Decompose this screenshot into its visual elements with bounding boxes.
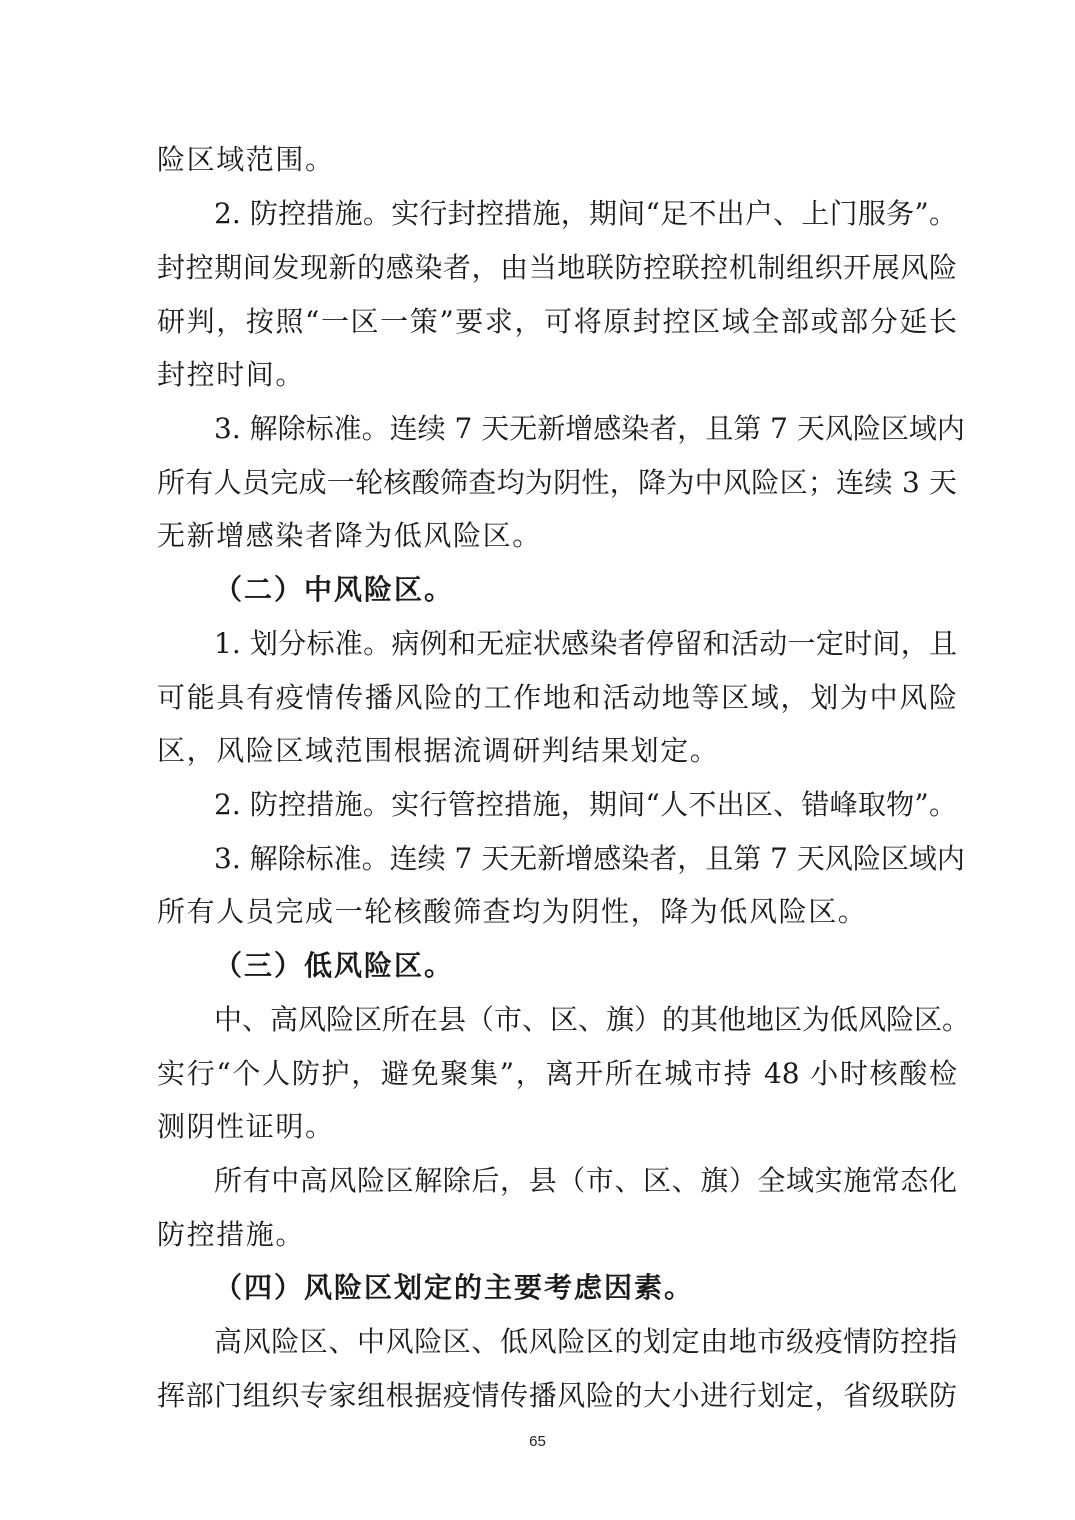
- paragraph-line: 3. 解除标准。连续 7 天无新增感染者，且第 7 天风险区域内: [214, 842, 965, 875]
- paragraph-line: 3. 解除标准。连续 7 天无新增感染者，且第 7 天风险区域内: [214, 412, 965, 445]
- paragraph-line: 2. 防控措施。实行封控措施，期间“足不出户、上门服务”。: [214, 197, 957, 230]
- paragraph-line: 险区域范围。: [157, 143, 335, 176]
- paragraph-line: 封控时间。: [157, 358, 306, 391]
- paragraph-line: 挥部门组织专家组根据疫情传播风险的大小进行划定，省级联防: [157, 1379, 957, 1412]
- paragraph-line: 所有中高风险区解除后，县（市、区、旗）全域实施常态化: [214, 1164, 957, 1197]
- paragraph-line: 高风险区、中风险区、低风险区的划定由地市级疫情防控指: [214, 1325, 957, 1358]
- paragraph-line: 实行“个人防护，避免聚集”，离开所在城市持 48 小时核酸检: [157, 1057, 957, 1090]
- paragraph-line: 2. 防控措施。实行管控措施，期间“人不出区、错峰取物”。: [214, 788, 957, 821]
- page-number: 65: [529, 1433, 546, 1450]
- paragraph-line: 封控期间发现新的感染者，由当地联防控联控机制组织开展风险: [157, 251, 957, 284]
- paragraph-line: 研判，按照“一区一策”要求，可将原封控区域全部或部分延长: [157, 305, 957, 338]
- paragraph-line: 1. 划分标准。病例和无症状感染者停留和活动一定时间，且: [214, 627, 957, 660]
- paragraph-line: 中、高风险区所在县（市、区、旗）的其他地区为低风险区。: [214, 1003, 971, 1036]
- paragraph-line: 所有人员完成一轮核酸筛查均为阴性，降为低风险区。: [157, 895, 868, 928]
- paragraph-line: 区，风险区域范围根据流调研判结果划定。: [157, 734, 720, 767]
- paragraph-line: 无新增感染者降为低风险区。: [157, 519, 542, 552]
- paragraph-line: 可能具有疫情传播风险的工作地和活动地等区域，划为中风险: [157, 681, 957, 714]
- paragraph-line: 所有人员完成一轮核酸筛查均为阴性，降为中风险区；连续 3 天: [157, 466, 957, 499]
- section-heading: （二）中风险区。: [214, 573, 455, 606]
- paragraph-line: 防控措施。: [157, 1218, 306, 1251]
- paragraph-line: 测阴性证明。: [157, 1110, 335, 1143]
- section-heading: （三）低风险区。: [214, 949, 455, 982]
- section-heading: （四）风险区划定的主要考虑因素。: [214, 1271, 695, 1304]
